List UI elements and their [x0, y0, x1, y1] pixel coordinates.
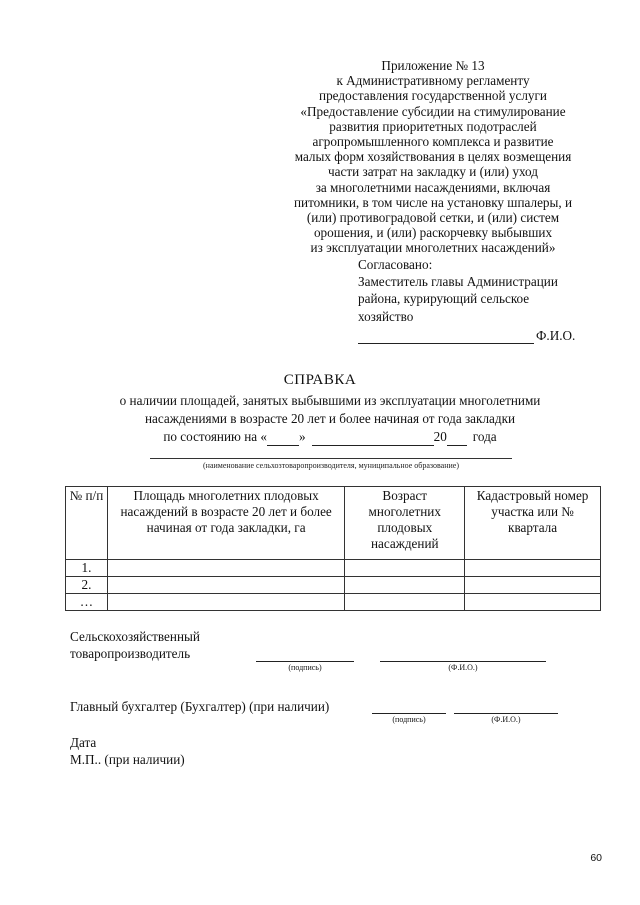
row-number: … — [66, 594, 108, 611]
approval-fio-label: Ф.И.О. — [536, 327, 576, 343]
state-prefix: по состоянию на « — [163, 429, 267, 444]
areas-table — [65, 486, 601, 611]
table-row — [66, 560, 601, 577]
producer-label-line-2: товаропроизводитель — [70, 646, 191, 661]
state-day-field[interactable] — [267, 432, 299, 446]
column-header-cadastral: Кадастровый номер участка или № квартала — [465, 487, 601, 560]
producer-fio-field[interactable] — [380, 661, 546, 672]
appendix-line: малых форм хозяйствования в целях возмещения — [294, 149, 572, 165]
appendix-line: орошения, и (или) раскорчевку выбывших — [313, 225, 553, 241]
row-number: 1. — [66, 560, 108, 577]
approval-line: Заместитель главы Администрации — [358, 274, 558, 290]
page-number: 60 — [590, 852, 602, 864]
cadastral-cell[interactable] — [465, 594, 601, 611]
area-cell[interactable] — [107, 560, 344, 577]
appendix-line: предоставления государственной услуги — [319, 88, 547, 104]
accountant-signature-caption: (подпись) — [392, 715, 426, 724]
appendix-line: (или) противоградовой сетки, и (или) систем — [306, 210, 560, 226]
appendix-line: к Административному регламенту — [336, 73, 530, 89]
column-header-age: Возраст многолетних плодовых насаждений — [345, 487, 465, 560]
state-suffix: года — [472, 429, 497, 444]
area-cell[interactable] — [107, 577, 344, 594]
table-row — [66, 577, 601, 594]
producer-signature-field[interactable] — [256, 661, 354, 672]
producer-caption: (наименование сельхозтоваропроизводителя, муниципальное образование) — [203, 461, 459, 470]
state-month-field[interactable] — [312, 432, 434, 446]
certificate-line-1: о наличии площадей, занятых выбывшими из эксплуатации многолетними — [119, 393, 541, 408]
appendix-line: агропромышленного комплекса и развитие — [312, 134, 554, 150]
table-row — [66, 594, 601, 611]
appendix-line: Приложение № 13 — [381, 58, 485, 73]
producer-fio-caption: (Ф.И.О.) — [448, 663, 478, 672]
appendix-line: из эксплуатации многолетних насаждений» — [310, 240, 556, 256]
certificate-state-date — [163, 428, 496, 446]
accountant-fio-caption: (Ф.И.О.) — [491, 715, 521, 724]
row-number: 2. — [66, 577, 108, 594]
state-year-field[interactable] — [447, 432, 467, 446]
column-header-area: Площадь многолетних плодовых насаждений в возрасте 20 лет и более начиная от года закладки, га — [107, 487, 344, 560]
approval-line: хозяйство — [358, 308, 414, 324]
appendix-line: развития приоритетных подотраслей — [329, 118, 537, 134]
approval-line: района, курирующий сельское — [358, 291, 530, 307]
approval-signature-field[interactable] — [358, 330, 534, 344]
appendix-line: части затрат на закладку и (или) уход — [328, 164, 538, 180]
producer-label-line-1: Сельскохозяйственный — [70, 629, 200, 644]
appendix-line: питомники, в том числе на установку шпалеры, и — [293, 194, 573, 210]
producer-signature-caption: (подпись) — [288, 663, 322, 672]
age-cell[interactable] — [345, 594, 465, 611]
area-cell[interactable] — [107, 594, 344, 611]
accountant-label: Главный бухгалтер (Бухгалтер) (при наличии) — [70, 699, 330, 714]
producer-name-field[interactable] — [150, 458, 512, 459]
approval-signature-line — [358, 327, 608, 344]
cadastral-cell[interactable] — [465, 577, 601, 594]
age-cell[interactable] — [345, 577, 465, 594]
stamp-label: М.П.. (при наличии) — [70, 752, 185, 767]
certificate-title: СПРАВКА — [283, 372, 357, 388]
accountant-signature-field[interactable] — [372, 713, 446, 724]
table-header-row — [66, 487, 601, 560]
approval-block — [358, 256, 608, 344]
age-cell[interactable] — [345, 560, 465, 577]
producer-signature-label — [70, 628, 200, 662]
state-mid: » — [299, 429, 306, 444]
accountant-fio-field[interactable] — [454, 713, 558, 724]
appendix-line: «Предоставление субсидии на стимулирование — [300, 103, 566, 119]
certificate-line-2: насаждениями в возрасте 20 лет и более начиная от года закладки — [144, 411, 516, 426]
appendix-line: за многолетними насаждениями, включая — [315, 179, 551, 195]
cadastral-cell[interactable] — [465, 560, 601, 577]
date-label: Дата — [70, 735, 97, 750]
column-header-number: № п/п — [66, 487, 108, 560]
approval-heading: Согласовано: — [358, 257, 433, 272]
certificate-subtitle — [40, 392, 620, 446]
appendix-header — [268, 58, 598, 256]
state-year-prefix: 20 — [433, 429, 447, 444]
